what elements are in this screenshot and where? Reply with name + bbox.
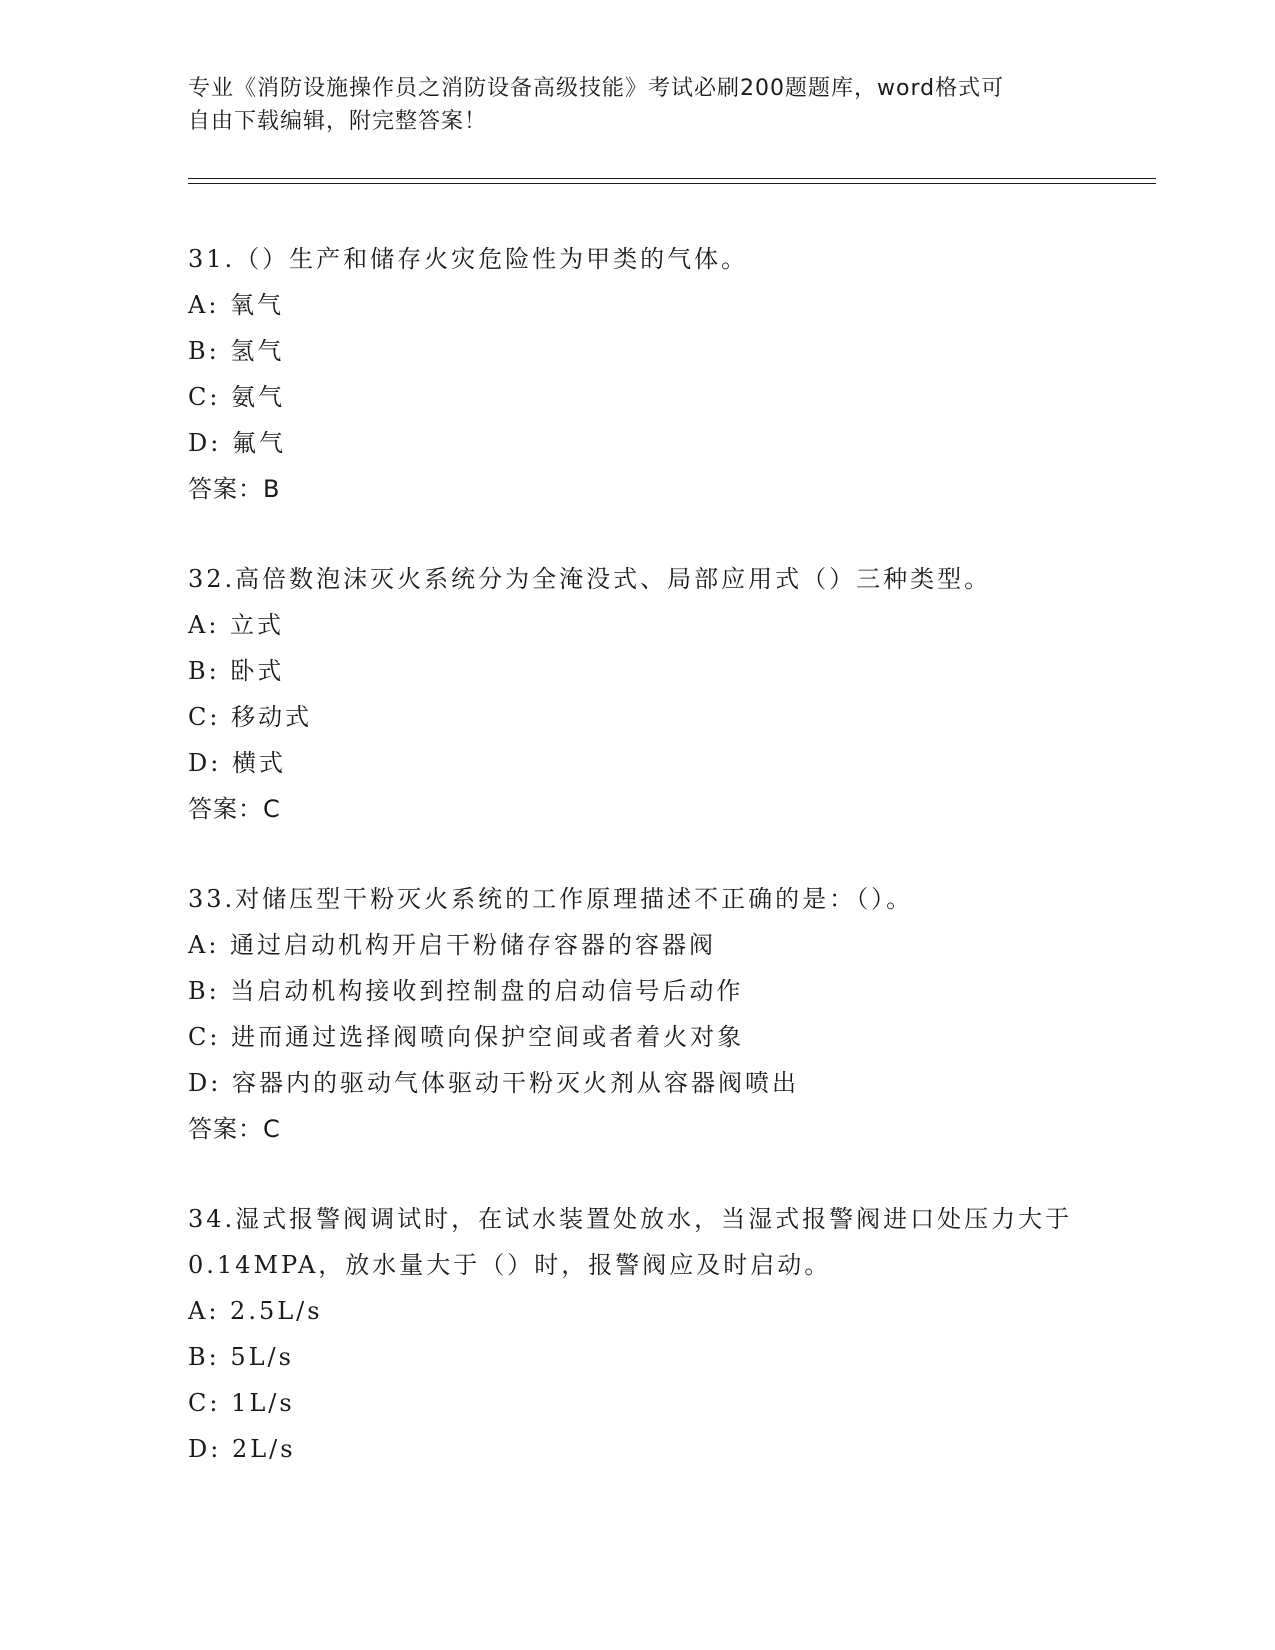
option-b: B: 氢气: [188, 337, 285, 365]
question-stem: 32.高倍数泡沫灭火系统分为全淹没式、局部应用式（）三种类型。: [188, 565, 992, 593]
option-c: C: 进而通过选择阀喷向保护空间或者着火对象: [188, 1023, 745, 1051]
option-a: A: 2.5L/s: [188, 1297, 323, 1325]
question-stem: 34.湿式报警阀调试时，在试水装置处放水，当湿式报警阀进口处压力大于0.14MPA，放水量大于（）时，报警阀应及时启动。: [188, 1205, 1073, 1279]
document-header: 专业《消防设施操作员之消防设备高级技能》考试必刷200题题库，word格式可 自由下载编辑，附完整答案！: [188, 76, 1005, 134]
answer: 答案：B: [188, 475, 281, 503]
option-b: B: 卧式: [188, 657, 285, 685]
option-c: C: 氨气: [188, 383, 286, 411]
question-stem: 33.对储压型干粉灭火系统的工作原理描述不正确的是：（）。: [188, 885, 914, 913]
option-c: C: 移动式: [188, 703, 313, 731]
question-31: [188, 236, 1088, 512]
option-d: D: 氟气: [188, 429, 286, 457]
question-33: [188, 876, 1088, 1152]
option-d: D: 2L/s: [188, 1435, 296, 1463]
option-d: D: 横式: [188, 749, 286, 777]
question-32: [188, 556, 1088, 832]
option-a: A: 立式: [188, 611, 285, 639]
option-c: C: 1L/s: [188, 1389, 295, 1417]
question-34: [188, 1196, 1088, 1472]
option-d: D: 容器内的驱动气体驱动干粉灭火剂从容器阀喷出: [188, 1069, 799, 1097]
header-divider-top: [188, 178, 1156, 179]
option-b: B: 5L/s: [188, 1343, 294, 1371]
answer: 答案：C: [188, 795, 281, 823]
option-a: A: 通过启动机构开启干粉储存容器的容器阀: [188, 931, 717, 959]
option-b: B: 当启动机构接收到控制盘的启动信号后动作: [188, 977, 744, 1005]
option-a: A: 氧气: [188, 291, 285, 319]
question-stem: 31.（）生产和储存火灾危险性为甲类的气体。: [188, 245, 749, 273]
header-divider-bottom: [188, 183, 1156, 184]
answer: 答案：C: [188, 1115, 281, 1143]
